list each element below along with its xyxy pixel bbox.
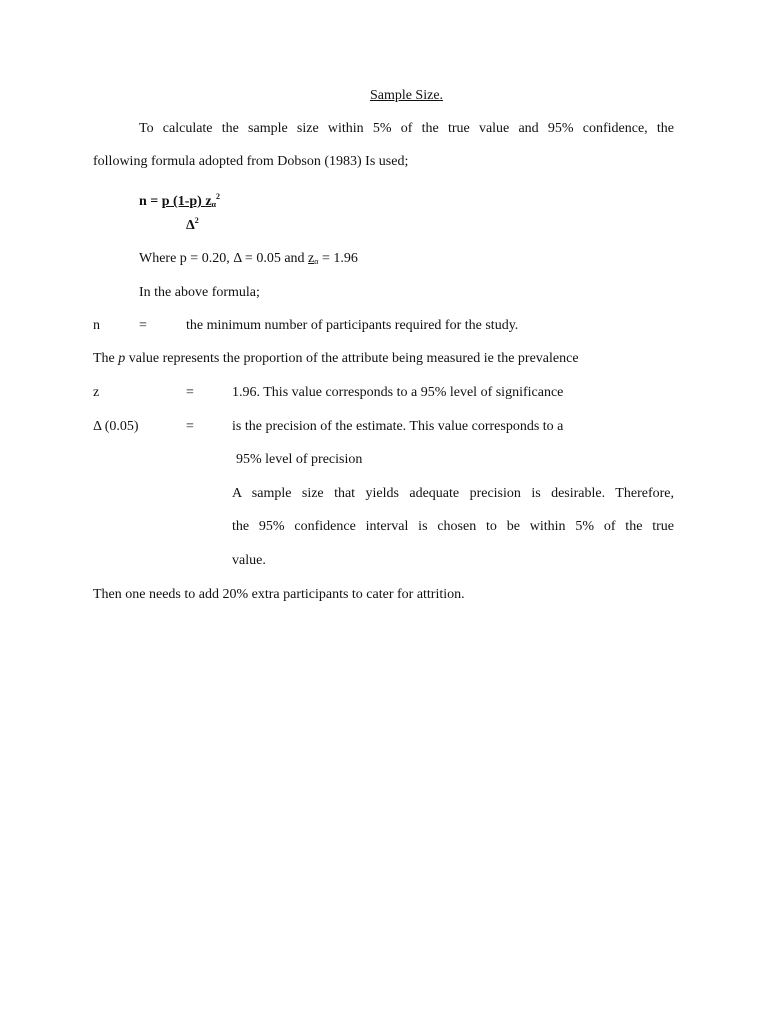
para-line-3: value.: [232, 553, 266, 568]
closing-line: Then one needs to add 20% extra participants to cater for attrition.: [93, 587, 465, 602]
def-delta-desc: is the precision of the estimate. This value corresponds to a: [232, 419, 564, 434]
def-delta-eq: =: [186, 419, 194, 434]
def-z-eq: =: [186, 385, 194, 400]
def-delta-term: Δ (0.05): [93, 419, 139, 434]
where-line: [139, 251, 358, 270]
formula-numerator-sup: 2: [216, 192, 221, 201]
intro-line-2: following formula adopted from Dobson (1983) Is used;: [93, 154, 409, 169]
def-z-term: z: [93, 385, 100, 400]
formula-delta: Δ: [186, 218, 195, 233]
formula-z-sub: α: [211, 200, 217, 209]
formula-lhs: n =: [139, 194, 162, 209]
formula-numerator: [139, 189, 220, 213]
in-above-line: In the above formula;: [139, 285, 260, 300]
formula-numerator-text: p (1-p): [161, 194, 206, 209]
def-n-desc: the minimum number of participants required for the study.: [186, 318, 519, 333]
p-line-b: value represents the proportion of the attribute being measured ie the prevalence: [125, 351, 579, 366]
p-line: [93, 351, 579, 367]
page-title: [0, 88, 768, 104]
def-n-term: n: [93, 318, 100, 333]
where-tail: = 1.96: [318, 251, 358, 266]
where-z: z: [308, 251, 315, 266]
def-delta-desc-2: 95% level of precision: [236, 452, 363, 467]
para-line-2: the 95% confidence interval is chosen to be within 5% of the true: [232, 519, 674, 534]
page-title-text: Sample Size.: [369, 88, 444, 103]
where-text: Where p = 0.20, Δ = 0.05 and: [139, 251, 309, 266]
p-line-p: p: [118, 351, 126, 366]
def-z-desc: 1.96. This value corresponds to a 95% level of significance: [232, 385, 564, 400]
p-line-a: The: [93, 351, 119, 366]
intro-line-1: To calculate the sample size within 5% of the true value and 95% confidence, the: [139, 121, 674, 136]
formula-z: z: [205, 194, 212, 209]
para-line-1: A sample size that yields adequate precision is desirable. Therefore,: [232, 486, 674, 501]
formula-denominator-sup: 2: [194, 216, 199, 225]
formula-denominator: [186, 213, 199, 234]
def-n-eq: =: [139, 318, 147, 333]
where-z-sub: α: [314, 257, 319, 266]
